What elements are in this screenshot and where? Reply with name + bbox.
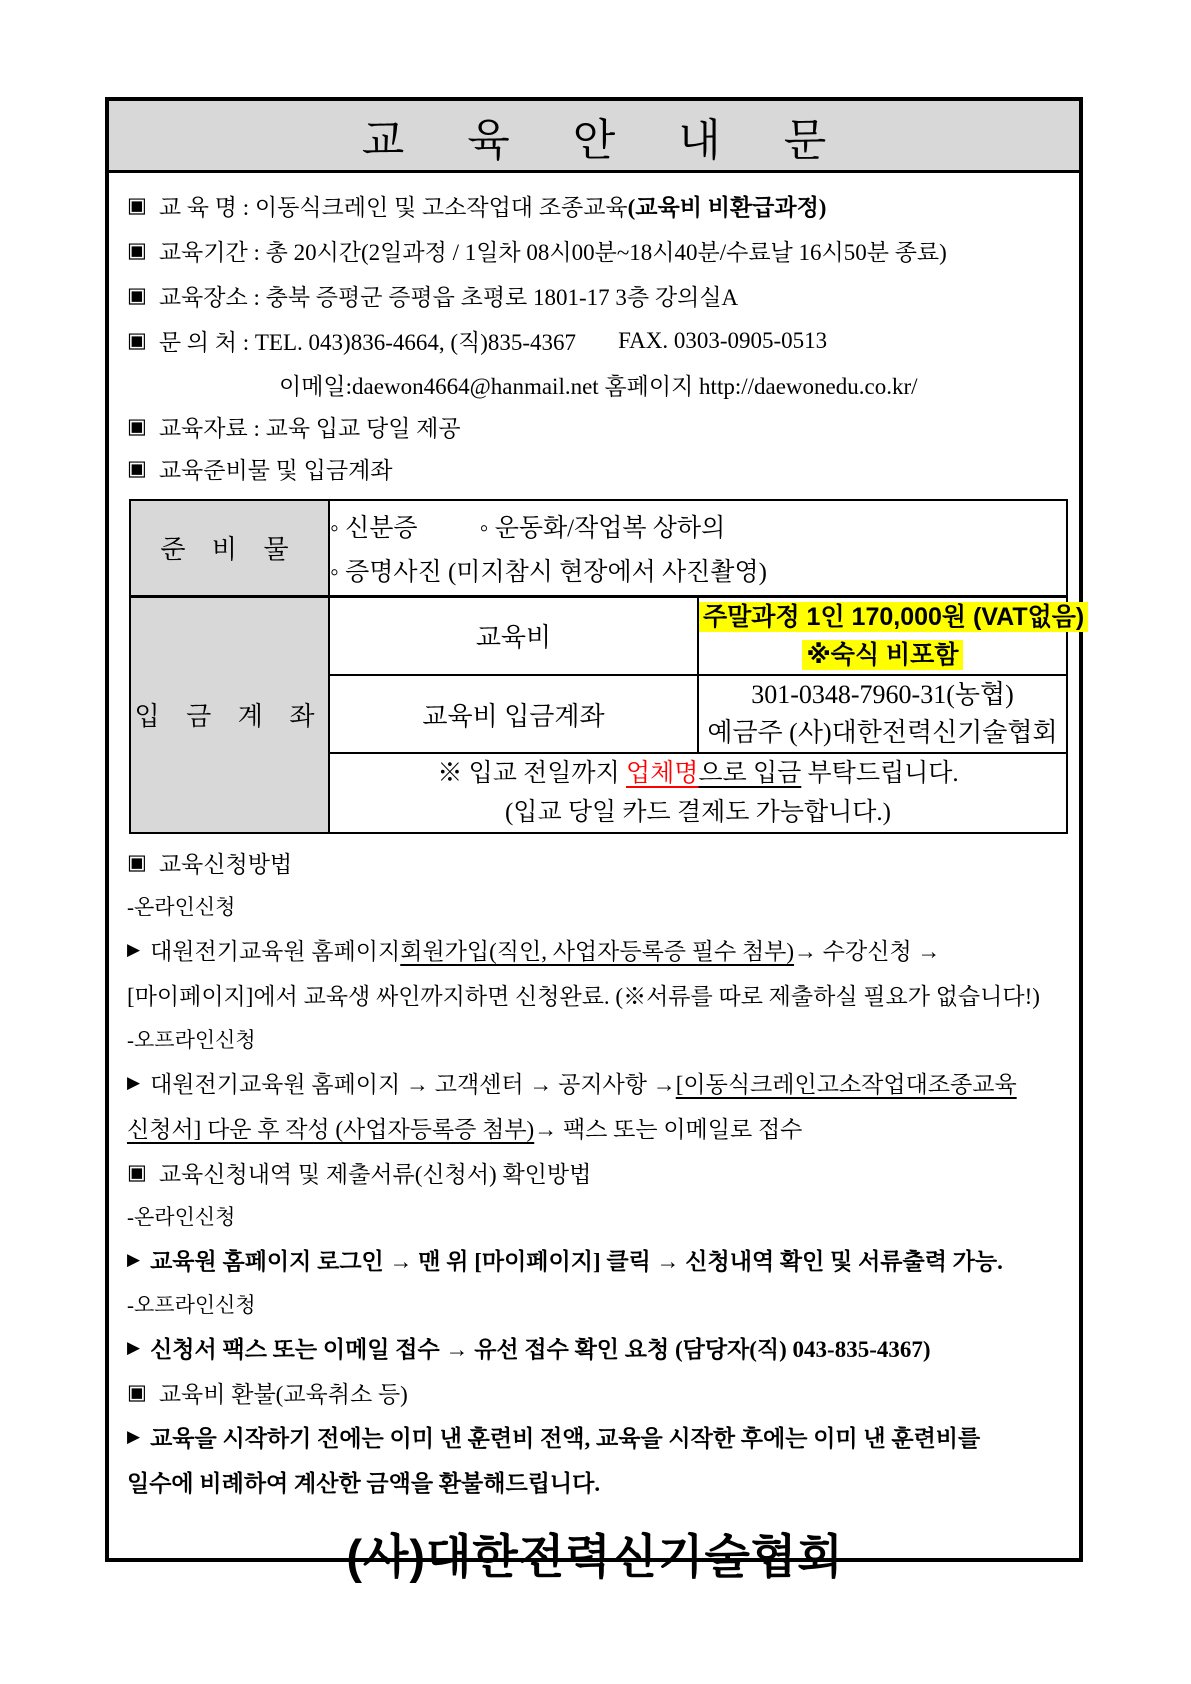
account-value-cell (698, 675, 1067, 753)
confirm-header-text: 교육신청내역 및 제출서류(신청서) 확인방법 (158, 1161, 592, 1187)
course-name-text: 교 육 명 : 이동식크레인 및 고소작업대 조종교육 (158, 195, 628, 220)
account-number-line: 301-0348-7960-31(농협) (751, 680, 1014, 709)
prep-items-cell (329, 500, 1067, 596)
account-section-header: 입 금 계 좌 (134, 702, 325, 732)
confirm-offline-label: -오프라인신청 (127, 1292, 256, 1317)
refund-line1-text: 교육을 시작하기 전에는 이미 낸 훈련비 전액, 교육을 시작한 후에는 이미 낸 훈련비를 (150, 1426, 981, 1451)
email-homepage-text: 이메일:daewon4664@hanmail.net 홈페이지 http://daewonedu.co.kr/ (279, 373, 918, 399)
triangle-bullet-icon: ▶ (127, 1337, 141, 1357)
confirm-online-label: -온라인신청 (127, 1204, 236, 1229)
info-line-prep-header (127, 447, 1063, 489)
fee-amount-highlighted: 주말과정 1인 170,000원 (VAT없음) (699, 602, 1088, 632)
document-title-bar (109, 101, 1079, 173)
contact-tel-text: 문 의 처 : TEL. 043)836-4664, (직)835-4367 (158, 330, 577, 355)
info-line-location (127, 273, 1063, 318)
apply-offline-underlined2: 신청서] 다운 후 작성 (사업자등록증 첨부) (127, 1117, 535, 1142)
apply-online-label: -온라인신청 (127, 894, 236, 919)
square-bullet-icon: ▣ (127, 238, 147, 262)
period-text: 교육기간 : 총 20시간(2일과정 / 1일차 08시00분~18시40분/수료날 16시50분 종료) (158, 240, 947, 265)
prep-row-header: 준 비 물 (160, 535, 299, 565)
prep-and-account-table (129, 499, 1085, 834)
apply-offline-label: -오프라인신청 (127, 1027, 256, 1052)
fee-label: 교육비 (475, 623, 552, 653)
prep-item-clothes: ◦ 운동화/작업복 상하의 (479, 514, 726, 542)
apply-online-pre: 대원전기교육원 홈페이지 (150, 939, 401, 964)
refund-line2: 일수에 비례하여 계산한 금액을 환불해드립니다. (127, 1471, 601, 1496)
confirm-section-header (127, 1150, 1063, 1194)
materials-text: 교육자료 : 교육 입교 당일 제공 (158, 415, 461, 441)
account-label: 교육비 입금계좌 (422, 701, 605, 731)
square-bullet-icon: ▣ (127, 849, 147, 874)
info-line-period (127, 228, 1063, 273)
square-bullet-icon: ▣ (127, 328, 147, 352)
square-bullet-icon: ▣ (127, 455, 147, 480)
account-holder-line: 예금주 (사)대한전력신기술협회 (707, 718, 1058, 747)
payment-note-underlined: 으로 입금 (698, 760, 802, 787)
prep-items-line2 (330, 548, 1066, 592)
apply-online-step-line (127, 927, 1063, 972)
refund-line1 (127, 1414, 1063, 1459)
fee-value-line1 (699, 598, 1085, 636)
info-line-email (127, 363, 1063, 405)
page-title: 교 육 안 내 문 (361, 115, 853, 165)
course-name-nonrefund-note: (교육비 비환급과정) (627, 195, 827, 220)
payment-note-cell (329, 753, 1067, 833)
prep-item-photo: ◦ 증명사진 (미지참시 현장에서 사진촬영) (330, 558, 767, 586)
triangle-bullet-icon: ▶ (127, 1426, 141, 1446)
payment-note-prefix: ※ 입교 전일까지 (437, 760, 626, 787)
table-row-prep (130, 500, 1067, 596)
payment-note-company-name: 업체명 (625, 760, 699, 787)
confirm-online-step-line (127, 1237, 1063, 1282)
payment-note-line1 (330, 754, 1066, 793)
prep-header-text: 교육준비물 및 입금계좌 (158, 457, 393, 483)
fee-label-cell (329, 596, 698, 675)
square-bullet-icon: ▣ (127, 413, 147, 438)
fee-value-cell (698, 596, 1085, 675)
apply-offline-step-line2 (127, 1105, 1063, 1150)
location-text: 교육장소 : 충북 증평군 증평읍 초평로 1801-17 3층 강의실A (158, 285, 739, 310)
apply-offline-pre: 대원전기교육원 홈페이지 → 고객센터 → 공지사항 → (150, 1072, 676, 1097)
contact-fax-text: FAX. 0303-0905-0513 (618, 327, 828, 353)
confirm-offline-text: 신청서 팩스 또는 이메일 접수 → 유선 접수 확인 요청 (담당자(직) 043-835-4367) (150, 1337, 931, 1362)
apply-online-step-line2: [마이페이지]에서 교육생 싸인까지하면 신청완료. (※서류를 따로 제출하실 필요가 없습니다!) (127, 984, 1040, 1009)
triangle-bullet-icon: ▶ (127, 1249, 141, 1269)
apply-offline-underlined1: [이동식크레인고소작업대조종교육 (675, 1072, 1017, 1097)
prep-item-id: ◦ 신분증 (330, 514, 418, 542)
payment-note-suffix: 부탁드립니다. (801, 760, 959, 787)
account-label-cell (329, 675, 698, 753)
square-bullet-icon: ▣ (127, 193, 147, 217)
square-bullet-icon: ▣ (127, 283, 147, 307)
confirm-online-text: 교육원 홈페이지 로그인 → 맨 위 [마이페이지] 클릭 → 신청내역 확인 및 서류출력 가능. (150, 1249, 1003, 1274)
prep-row-header-cell (130, 500, 329, 596)
confirm-offline-step-line (127, 1325, 1063, 1370)
square-bullet-icon: ▣ (127, 1159, 147, 1184)
info-line-course (127, 183, 1063, 228)
info-line-materials (127, 405, 1063, 447)
organization-name: (사)대한전력신기술협회 (346, 1530, 844, 1583)
apply-online-underlined: 회원가입(직인, 사업자등록증 필수 첨부) (400, 939, 795, 964)
refund-header-text: 교육비 환불(교육취소 등) (158, 1381, 408, 1407)
triangle-bullet-icon: ▶ (127, 1072, 141, 1092)
fee-value-line2 (699, 636, 1066, 674)
payment-note-line2: (입교 당일 카드 결제도 가능합니다.) (504, 799, 891, 826)
apply-section-header (127, 840, 1063, 884)
lodging-note-highlighted: ※숙식 비포함 (802, 640, 962, 670)
info-line-contact (127, 318, 1063, 363)
document-content (109, 173, 1085, 1587)
apply-header-text: 교육신청방법 (158, 851, 293, 877)
prep-items-line1 (330, 504, 1066, 548)
square-bullet-icon: ▣ (127, 1379, 147, 1404)
table-row-fee (130, 596, 1067, 675)
document-border-box (105, 97, 1085, 1583)
refund-section-header (127, 1370, 1063, 1414)
triangle-bullet-icon: ▶ (127, 939, 141, 959)
account-section-header-cell (130, 596, 329, 833)
apply-offline-post: → 팩스 또는 이메일로 접수 (534, 1117, 803, 1142)
apply-online-post: → 수강신청 → (794, 939, 941, 964)
apply-offline-step-line (127, 1060, 1063, 1105)
